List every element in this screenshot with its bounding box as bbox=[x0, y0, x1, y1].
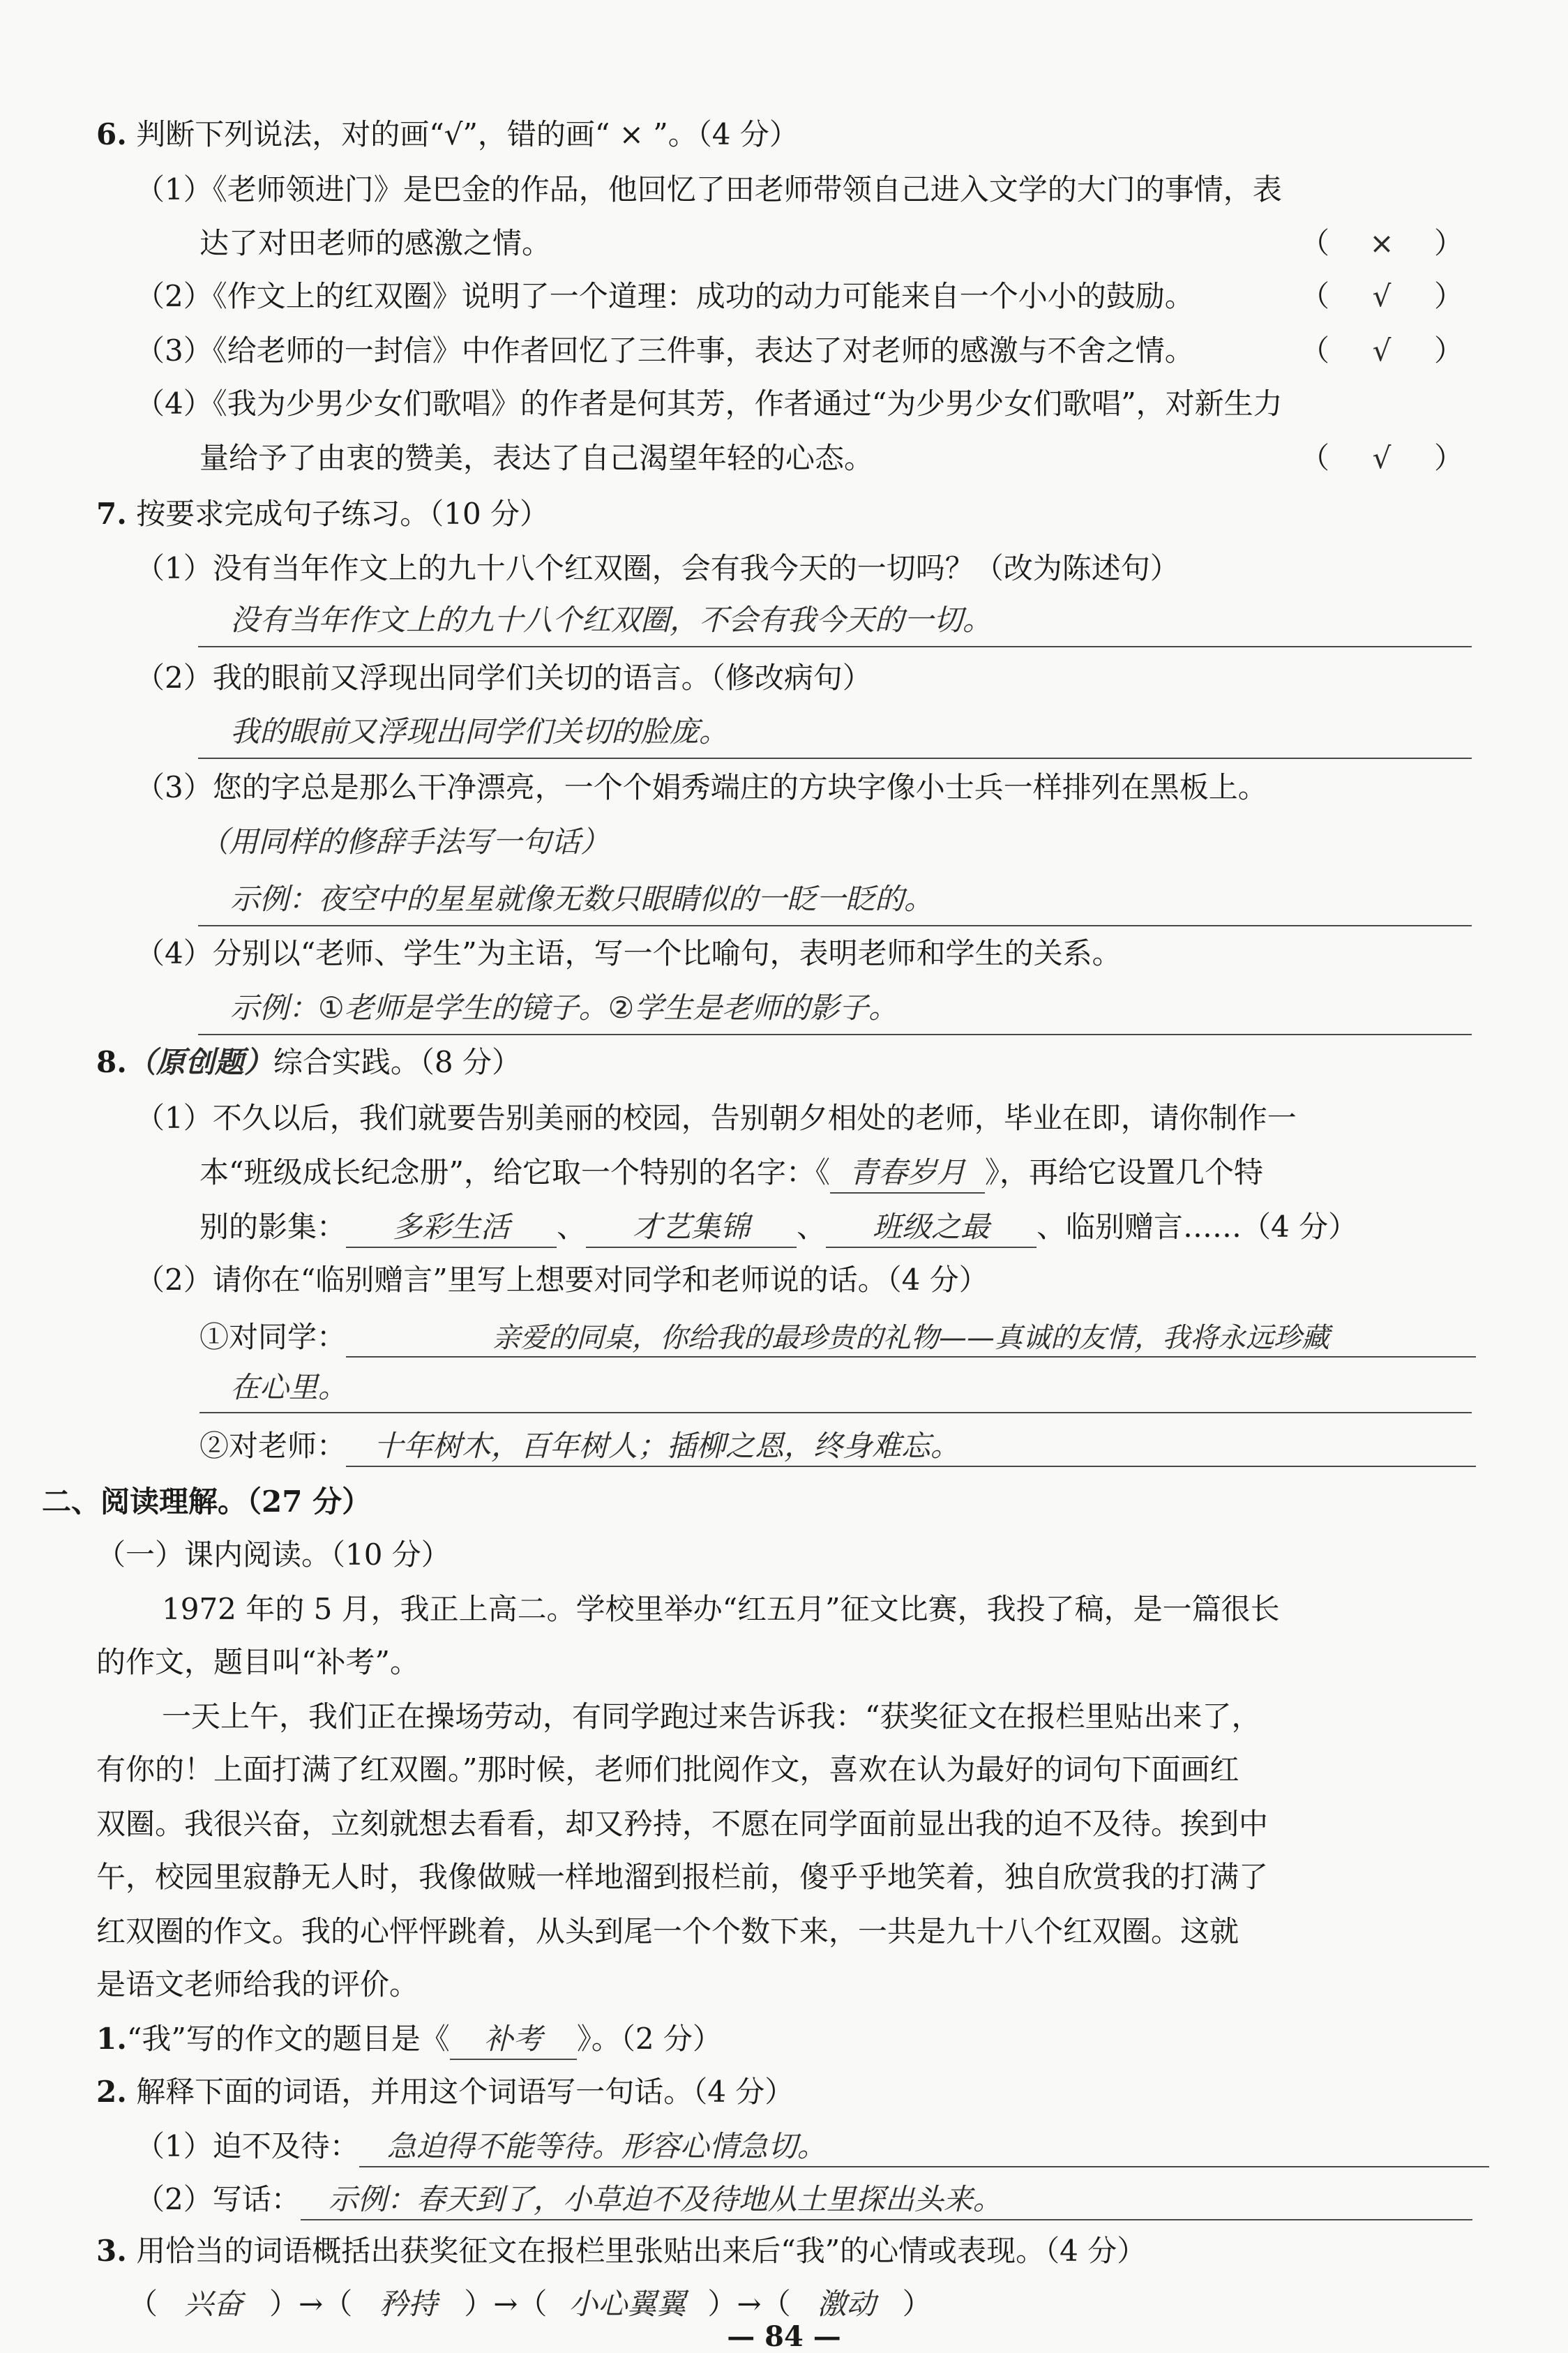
q8-title: 8.（原创题）综合实践。（8 分） bbox=[96, 1045, 521, 1079]
q6-item3: （3）《给老师的一封信》中作者回忆了三件事，表达了对老师的感激与不舍之情。 bbox=[135, 333, 1194, 368]
passage-line-2: 的作文，题目叫“补考”。 bbox=[96, 1645, 419, 1679]
q7-item2-answer: 我的眼前又浮现出同学们关切的脸庞。 bbox=[230, 714, 729, 749]
rq1: 1.“我”写的作文的题目是《 补考 》。（2 分） bbox=[96, 2020, 722, 2060]
q7-title: 7. 按要求完成句子练习。（10 分） bbox=[96, 497, 550, 531]
q8-p1-line3: 别的影集： 多彩生活 、 才艺集锦 、 班级之最 、临别赠言……（4 分） bbox=[199, 1208, 1357, 1248]
album-1-answer: 多彩生活 bbox=[346, 1208, 557, 1248]
q6-item4-answer: （ √ ） bbox=[1299, 441, 1463, 475]
q6-item3-answer: （ √ ） bbox=[1299, 333, 1463, 368]
q6-item2: （2）《作文上的红双圈》说明了一个道理：成功的动力可能来自一个小小的鼓励。 bbox=[135, 279, 1194, 313]
q7-item4-prompt: （4）分别以“老师、学生”为主语，写一个比喻句，表明老师和学生的关系。 bbox=[135, 936, 1122, 970]
answer-line bbox=[198, 925, 1472, 926]
passage-line-1: 1972 年的 5 月，我正上高二。学校里举办“红五月”征文比赛，我投了稿，是一篇很长 bbox=[162, 1592, 1280, 1626]
q8-p2: （2）请你在“临别赠言”里写上想要对同学和老师说的话。（4 分） bbox=[135, 1263, 988, 1297]
q7-item1-answer: 没有当年作文上的九十八个红双圈，不会有我今天的一切。 bbox=[230, 603, 993, 637]
passage-line-3: 一天上午，我们正在操场劳动，有同学跑过来告诉我：“获奖征文在报栏里贴出来了， bbox=[162, 1699, 1261, 1734]
answer-line bbox=[198, 758, 1472, 759]
q7-item3-prompt2: （用同样的修辞手法写一句话） bbox=[199, 825, 610, 859]
rq2-title: 2. 解释下面的词语，并用这个词语写一句话。（4 分） bbox=[96, 2075, 794, 2109]
album-3-answer: 班级之最 bbox=[826, 1208, 1036, 1248]
album-2-answer: 才艺集锦 bbox=[586, 1208, 797, 1248]
passage-line-6: 午，校园里寂静无人时，我像做贼一样地溜到报栏前，傻乎乎地笑着，独自欣赏我的打满了 bbox=[96, 1860, 1269, 1894]
q7-item1-prompt: （1）没有当年作文上的九十八个红双圈，会有我今天的一切吗？（改为陈述句） bbox=[135, 551, 1179, 585]
rq3-title: 3. 用恰当的词语概括出获奖征文在报栏里张贴出来后“我”的心情或表现。（4 分） bbox=[96, 2234, 1147, 2268]
q6-item1-line2: 达了对田老师的感激之情。 bbox=[199, 226, 552, 260]
q8-p1-line2: 本“班级成长纪念册”，给它取一个特别的名字：《 青春岁月 》，再给它设置几个特 bbox=[199, 1154, 1263, 1194]
answer-line bbox=[198, 1034, 1472, 1035]
passage-line-4: 有你的！上面打满了红双圈。”那时候，老师们批阅作文，喜欢在认为最好的词句下面画红 bbox=[96, 1752, 1239, 1787]
rq1-answer: 补考 bbox=[450, 2020, 577, 2060]
passage-line-8: 是语文老师给我的评价。 bbox=[96, 1967, 419, 2001]
rq3-answers: （ 兴奋 ）→（ 矜持 ）→（ 小心翼翼 ）→（ 激动 ） bbox=[128, 2287, 932, 2321]
q8-classmate-line1: ①对同学： 亲爱的同桌，你给我的最珍贵的礼物——真诚的友情，我将永远珍藏 bbox=[199, 1318, 1476, 1358]
q8-teacher: ②对老师： 十年树木，百年树人；插柳之恩，终身难忘。 bbox=[199, 1427, 1476, 1467]
page-number: — 84 — bbox=[727, 2320, 841, 2353]
q6-item1-line1: （1）《老师领进门》是巴金的作品，他回忆了田老师带领自己进入文学的大门的事情，表 bbox=[135, 172, 1282, 206]
album-name-answer: 青春岁月 bbox=[830, 1154, 985, 1194]
answer-line bbox=[198, 646, 1472, 647]
q7-item3-prompt: （3）您的字总是那么干净漂亮，一个个娟秀端庄的方块字像小士兵一样排列在黑板上。 bbox=[135, 770, 1267, 804]
section2-sub: （一）课内阅读。（10 分） bbox=[96, 1538, 451, 1572]
section2-title: 二、阅读理解。（27 分） bbox=[42, 1484, 372, 1519]
q7-item2-prompt: （2）我的眼前又浮现出同学们关切的语言。（修改病句） bbox=[135, 661, 872, 695]
q6-item4-line2: 量给予了由衷的赞美，表达了自己渴望年轻的心态。 bbox=[199, 441, 874, 475]
q6-item2-answer: （ √ ） bbox=[1299, 279, 1463, 313]
passage-line-7: 红双圈的作文。我的心怦怦跳着，从头到尾一个个数下来，一共是九十八个红双圈。这就 bbox=[96, 1914, 1239, 1948]
q6-item4-line1: （4）《我为少男少女们歌唱》的作者是何其芳，作者通过“为少男少女们歌唱”，对新生力 bbox=[135, 386, 1283, 421]
q6-title: 6. 判断下列说法，对的画“√”，错的画“ × ”。（4 分） bbox=[96, 117, 799, 151]
q6-item1-answer: （ × ） bbox=[1299, 226, 1463, 260]
q7-item3-answer: 示例：夜空中的星星就像无数只眼睛似的一眨一眨的。 bbox=[230, 882, 934, 916]
rq2-line1: （1）迫不及待： 急迫得不能等待。形容心情急切。 bbox=[135, 2128, 1489, 2167]
q8-classmate-line2: 在心里。 bbox=[230, 1370, 348, 1404]
answer-line bbox=[199, 1412, 1472, 1413]
rq2-line2: （2）写话： 示例：春天到了，小草迫不及待地从土里探出头来。 bbox=[135, 2181, 1472, 2220]
passage-line-5: 双圈。我很兴奋，立刻就想去看看，却又矜持，不愿在同学面前显出我的迫不及待。挨到中 bbox=[96, 1807, 1269, 1841]
q7-item4-answer: 示例：①老师是学生的镜子。②学生是老师的影子。 bbox=[230, 991, 898, 1025]
q8-p1-line1: （1）不久以后，我们就要告别美丽的校园，告别朝夕相处的老师，毕业在即，请你制作一 bbox=[135, 1101, 1297, 1135]
